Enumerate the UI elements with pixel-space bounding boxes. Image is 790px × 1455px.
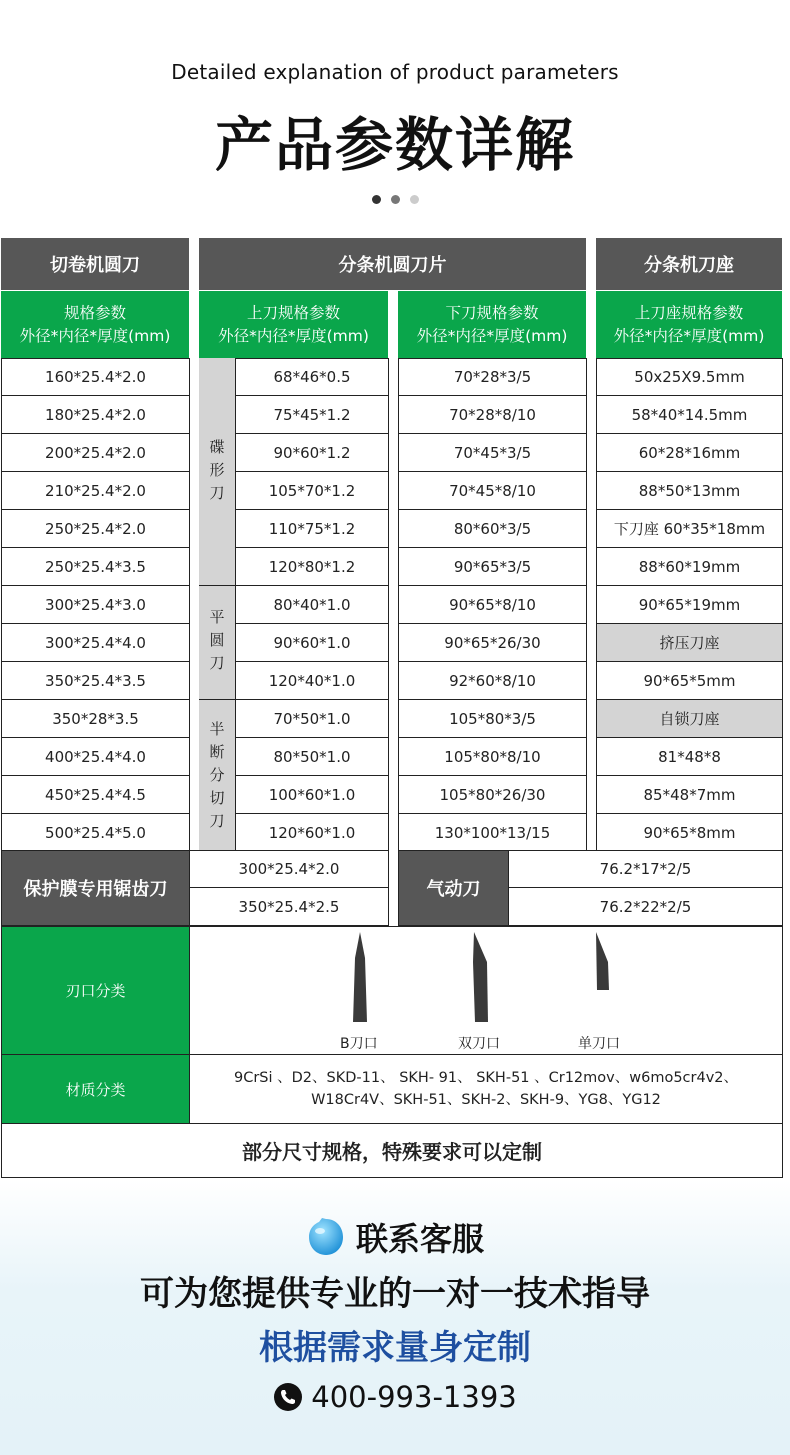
pneumatic-label: 气动刀 [398, 850, 509, 926]
group-disc-char: 形 [209, 461, 225, 479]
dot-2 [391, 195, 400, 204]
lower-spec-line2: 外径*内径*厚度(mm) [416, 326, 568, 345]
col3-row: 自锁刀座 [596, 699, 783, 738]
contact-line-2: 根据需求量身定制 [259, 1328, 531, 1368]
col1-row: 200*25.4*2.0 [1, 433, 190, 472]
blade-double-icon [466, 932, 494, 1024]
saw-blade-label: 保护膜专用锯齿刀 [1, 850, 190, 926]
col2-header: 分条机圆刀片 [199, 238, 586, 290]
page-title: 产品参数详解 [214, 111, 575, 179]
lower-row: 130*100*13/15 [398, 813, 587, 852]
upper-row: 90*60*1.2 [235, 433, 389, 472]
saw-row-2: 350*25.4*2.5 [189, 887, 389, 926]
col3-row: 90*65*5mm [596, 661, 783, 700]
lower-row: 105*80*8/10 [398, 737, 587, 776]
group-disc-char: 刀 [209, 484, 225, 502]
saw-row-1: 300*25.4*2.0 [189, 850, 389, 888]
upper-row: 75*45*1.2 [235, 395, 389, 434]
lower-row: 70*28*3/5 [398, 358, 587, 396]
col1-row: 300*25.4*4.0 [1, 623, 190, 662]
col1-row: 250*25.4*3.5 [1, 547, 190, 586]
upper-row: 90*60*1.0 [235, 623, 389, 662]
col3-header: 分条机刀座 [596, 238, 782, 290]
upper-spec-line1: 上刀规格参数 [246, 303, 340, 322]
upper-row: 70*50*1.0 [235, 699, 389, 738]
upper-row: 80*40*1.0 [235, 585, 389, 624]
col1-row: 350*25.4*3.5 [1, 661, 190, 700]
lower-row: 90*65*26/30 [398, 623, 587, 662]
col3-row: 88*60*19mm [596, 547, 783, 586]
upper-row: 68*46*0.5 [235, 358, 389, 396]
col1-spec-line1: 规格参数 [63, 303, 126, 322]
col1-spec-line2: 外径*内径*厚度(mm) [19, 326, 171, 345]
group-half-char: 半 [209, 720, 225, 738]
pneumatic-row-2: 76.2*22*2/5 [508, 887, 783, 926]
subtitle-english: Detailed explanation of product parameters [171, 60, 619, 84]
col3-spec-line2: 外径*内径*厚度(mm) [613, 326, 765, 345]
group-flat-char: 刀 [209, 654, 225, 672]
col1-row: 180*25.4*2.0 [1, 395, 190, 434]
upper-row: 100*60*1.0 [235, 775, 389, 814]
col1-row: 210*25.4*2.0 [1, 471, 190, 510]
group-half-char: 分 [209, 766, 225, 784]
col3-row: 挤压刀座 [596, 623, 783, 662]
contact-heading: 联系客服 [355, 1220, 484, 1258]
col3-row: 90*65*19mm [596, 585, 783, 624]
upper-row: 80*50*1.0 [235, 737, 389, 776]
lower-spec-line1: 下刀规格参数 [445, 303, 539, 322]
upper-row: 120*40*1.0 [235, 661, 389, 700]
lower-row: 70*45*3/5 [398, 433, 587, 472]
lower-row: 105*80*3/5 [398, 699, 587, 738]
lower-row: 70*45*8/10 [398, 471, 587, 510]
col3-row: 90*65*8mm [596, 813, 783, 852]
blade-b-icon [346, 932, 374, 1024]
blade-single-icon [590, 932, 618, 1024]
col3-row: 58*40*14.5mm [596, 395, 783, 434]
customer-service-icon [306, 1216, 346, 1258]
col1-row: 350*28*3.5 [1, 699, 190, 738]
phone-row [0, 1380, 790, 1414]
upper-row: 120*60*1.0 [235, 813, 389, 852]
upper-spec-line2: 外径*内径*厚度(mm) [218, 326, 369, 345]
contact-heading-row [0, 1214, 790, 1260]
col1-row: 160*25.4*2.0 [1, 358, 190, 396]
lower-row: 92*60*8/10 [398, 661, 587, 700]
col1-row: 300*25.4*3.0 [1, 585, 190, 624]
parameter-table [0, 238, 790, 1180]
lower-row: 90*65*8/10 [398, 585, 587, 624]
col1-row: 500*25.4*5.0 [1, 813, 190, 852]
lower-row: 90*65*3/5 [398, 547, 587, 586]
material-line-1: 9CrSi 、D2、SKD-11、 SKH- 91、 SKH-51 、Cr12mov、w6mo5cr4v2、 [233, 1070, 739, 1086]
material-list [189, 1054, 783, 1124]
col1-row: 400*25.4*4.0 [1, 737, 190, 776]
col1-header: 切卷机圆刀 [1, 238, 189, 290]
lower-row: 70*28*8/10 [398, 395, 587, 434]
col3-row: 下刀座 60*35*18mm [596, 509, 783, 548]
phone-number[interactable]: 400-993-1393 [311, 1380, 517, 1414]
col1-row: 450*25.4*4.5 [1, 775, 190, 814]
upper-row: 110*75*1.2 [235, 509, 389, 548]
lower-row: 80*60*3/5 [398, 509, 587, 548]
col3-row: 88*50*13mm [596, 471, 783, 510]
col3-row: 60*28*16mm [596, 433, 783, 472]
material-label: 材质分类 [1, 1054, 190, 1124]
col3-row: 50x25X9.5mm [596, 358, 783, 396]
blade-b-label: B刀口 [340, 1036, 378, 1052]
phone-icon [273, 1382, 303, 1412]
col3-row: 81*48*8 [596, 737, 783, 776]
col1-row: 250*25.4*2.0 [1, 509, 190, 548]
group-flat-char: 平 [209, 608, 225, 626]
contact-line-1: 可为您提供专业的一对一技术指导 [140, 1274, 650, 1314]
dot-1 [372, 195, 381, 204]
upper-row: 120*80*1.2 [235, 547, 389, 586]
pneumatic-row-1: 76.2*17*2/5 [508, 850, 783, 888]
carousel-dots [0, 195, 790, 204]
blade-single-label: 单刀口 [578, 1036, 620, 1052]
edge-type-label: 刃口分类 [1, 926, 190, 1055]
group-half-char: 断 [209, 743, 225, 761]
col3-row: 85*48*7mm [596, 775, 783, 814]
group-half-char: 切 [209, 789, 225, 807]
upper-row: 105*70*1.2 [235, 471, 389, 510]
lower-row: 105*80*26/30 [398, 775, 587, 814]
group-half-char: 刀 [209, 812, 225, 830]
material-line-2: W18Cr4V、SKH-51、SKH-2、SKH-9、YG8、YG12 [311, 1092, 661, 1108]
group-flat-char: 圆 [209, 631, 225, 649]
custom-size-note: 部分尺寸规格，特殊要求可以定制 [1, 1123, 783, 1178]
group-disc-char: 碟 [209, 438, 225, 456]
dot-3 [410, 195, 419, 204]
col3-spec-line1: 上刀座规格参数 [634, 303, 744, 322]
blade-double-label: 双刀口 [458, 1036, 500, 1052]
